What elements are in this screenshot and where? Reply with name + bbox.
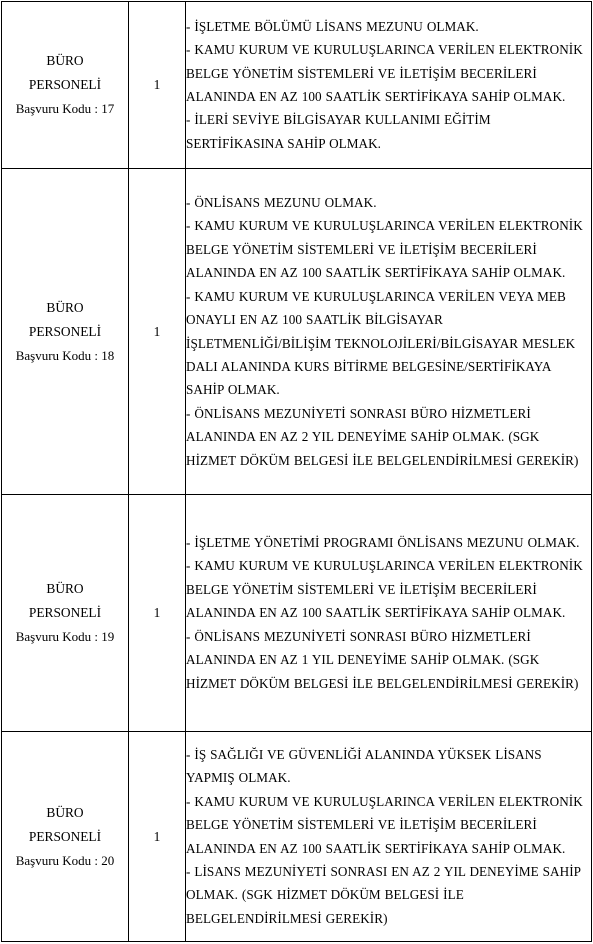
position-title-cell	[2, 2, 129, 169]
position-name-suffix: PERSONELİ	[28, 323, 102, 339]
requirements-cell	[186, 495, 592, 732]
position-title-cell	[2, 169, 129, 495]
position-name: BÜRO	[46, 299, 84, 315]
requirements-cell	[186, 169, 592, 495]
requirement-item: - İŞLETME YÖNETİMİ PROGRAMI ÖNLİSANS MEZUNU OLMAK.	[186, 535, 580, 551]
requirement-item: - ÖNLİSANS MEZUNİYETİ SONRASI BÜRO HİZMETLERİ ALANINDA EN AZ 2 YIL DENEYİME SAHİP OLMAK. (SGK HİZMET DÖKÜM BELGESİ İLE BELGELENDİRİLMESİ GEREKİR)	[186, 405, 579, 468]
position-name: BÜRO	[46, 581, 84, 596]
application-code: Başvuru Kodu : 17	[15, 101, 115, 116]
table-row	[2, 169, 592, 495]
position-name: BÜRO	[46, 53, 84, 68]
position-title-cell	[2, 495, 129, 732]
position-count: 1	[129, 2, 186, 169]
application-code: Başvuru Kodu : 19	[15, 629, 115, 644]
position-count: 1	[129, 732, 186, 942]
position-count: 1	[129, 169, 186, 495]
application-code: Başvuru Kodu : 20	[15, 852, 115, 868]
application-code: Başvuru Kodu : 18	[15, 347, 115, 363]
requirement-item: - ÖNLİSANS MEZUNU OLMAK.	[186, 195, 377, 211]
position-name: BÜRO	[46, 804, 84, 820]
table-row	[2, 732, 592, 942]
requirement-item: - KAMU KURUM VE KURULUŞLARINCA VERİLEN ELEKTRONİK BELGE YÖNETİM SİSTEMLERİ VE İLETİŞİM BECERİLERİ ALANINDA EN AZ 100 SAATLİK SERTİFİKAYA SAHİP OLMAK.	[186, 793, 583, 856]
position-requirements-table	[1, 1, 592, 942]
requirement-item: - KAMU KURUM VE KURULUŞLARINCA VERİLEN ELEKTRONİK BELGE YÖNETİM SİSTEMLERİ VE İLETİŞİM BECERİLERİ ALANINDA EN AZ 100 SAATLİK SERTİFİKAYA SAHİP OLMAK.	[186, 218, 583, 281]
requirements-cell	[186, 732, 592, 942]
table-row	[2, 495, 592, 732]
position-name-suffix: PERSONELİ	[28, 605, 102, 620]
requirement-item: - LİSANS MEZUNİYETİ SONRASI EN AZ 2 YIL DENEYİME SAHİP OLMAK. (SGK HİZMET DÖKÜM BELGESİ İLE BELGELENDİRİLMESİ GEREKİR)	[186, 863, 581, 926]
requirement-item: - İLERİ SEVİYE BİLGİSAYAR KULLANIMI EĞİTİM SERTİFİKASINA SAHİP OLMAK.	[186, 112, 491, 151]
table-row	[2, 2, 592, 169]
requirement-item: - ÖNLİSANS MEZUNİYETİ SONRASI BÜRO HİZMETLERİ ALANINDA EN AZ 1 YIL DENEYİME SAHİP OLMAK. (SGK HİZMET DÖKÜM BELGESİ İLE BELGELENDİRİLMESİ GEREKİR)	[186, 628, 579, 691]
position-title-cell	[2, 732, 129, 942]
requirements-cell	[186, 2, 592, 169]
requirement-item: - KAMU KURUM VE KURULUŞLARINCA VERİLEN VEYA MEB ONAYLI EN AZ 100 SAATLİK BİLGİSAYAR İŞLETMENLİĞİ/BİLİŞİM TEKNOLOJİLERİ/BİLGİSAYAR MESLEK DALI ALANINDA KURS BİTİRME BELGESİNE/SERTİFİKAYA SAHİP OLMAK.	[186, 288, 576, 398]
requirement-item: - KAMU KURUM VE KURULUŞLARINCA VERİLEN ELEKTRONİK BELGE YÖNETİM SİSTEMLERİ VE İLETİŞİM BECERİLERİ ALANINDA EN AZ 100 SAATLİK SERTİFİKAYA SAHİP OLMAK.	[186, 42, 583, 104]
requirement-item: - İŞ SAĞLIĞI VE GÜVENLİĞİ ALANINDA YÜKSEK LİSANS YAPMIŞ OLMAK.	[186, 746, 542, 786]
position-count: 1	[129, 495, 186, 732]
position-name-suffix: PERSONELİ	[28, 828, 102, 844]
requirement-item: - KAMU KURUM VE KURULUŞLARINCA VERİLEN ELEKTRONİK BELGE YÖNETİM SİSTEMLERİ VE İLETİŞİM BECERİLERİ ALANINDA EN AZ 100 SAATLİK SERTİFİKAYA SAHİP OLMAK.	[186, 558, 583, 621]
position-name-suffix: PERSONELİ	[28, 77, 102, 92]
requirement-item: - İŞLETME BÖLÜMÜ LİSANS MEZUNU OLMAK.	[186, 18, 479, 34]
